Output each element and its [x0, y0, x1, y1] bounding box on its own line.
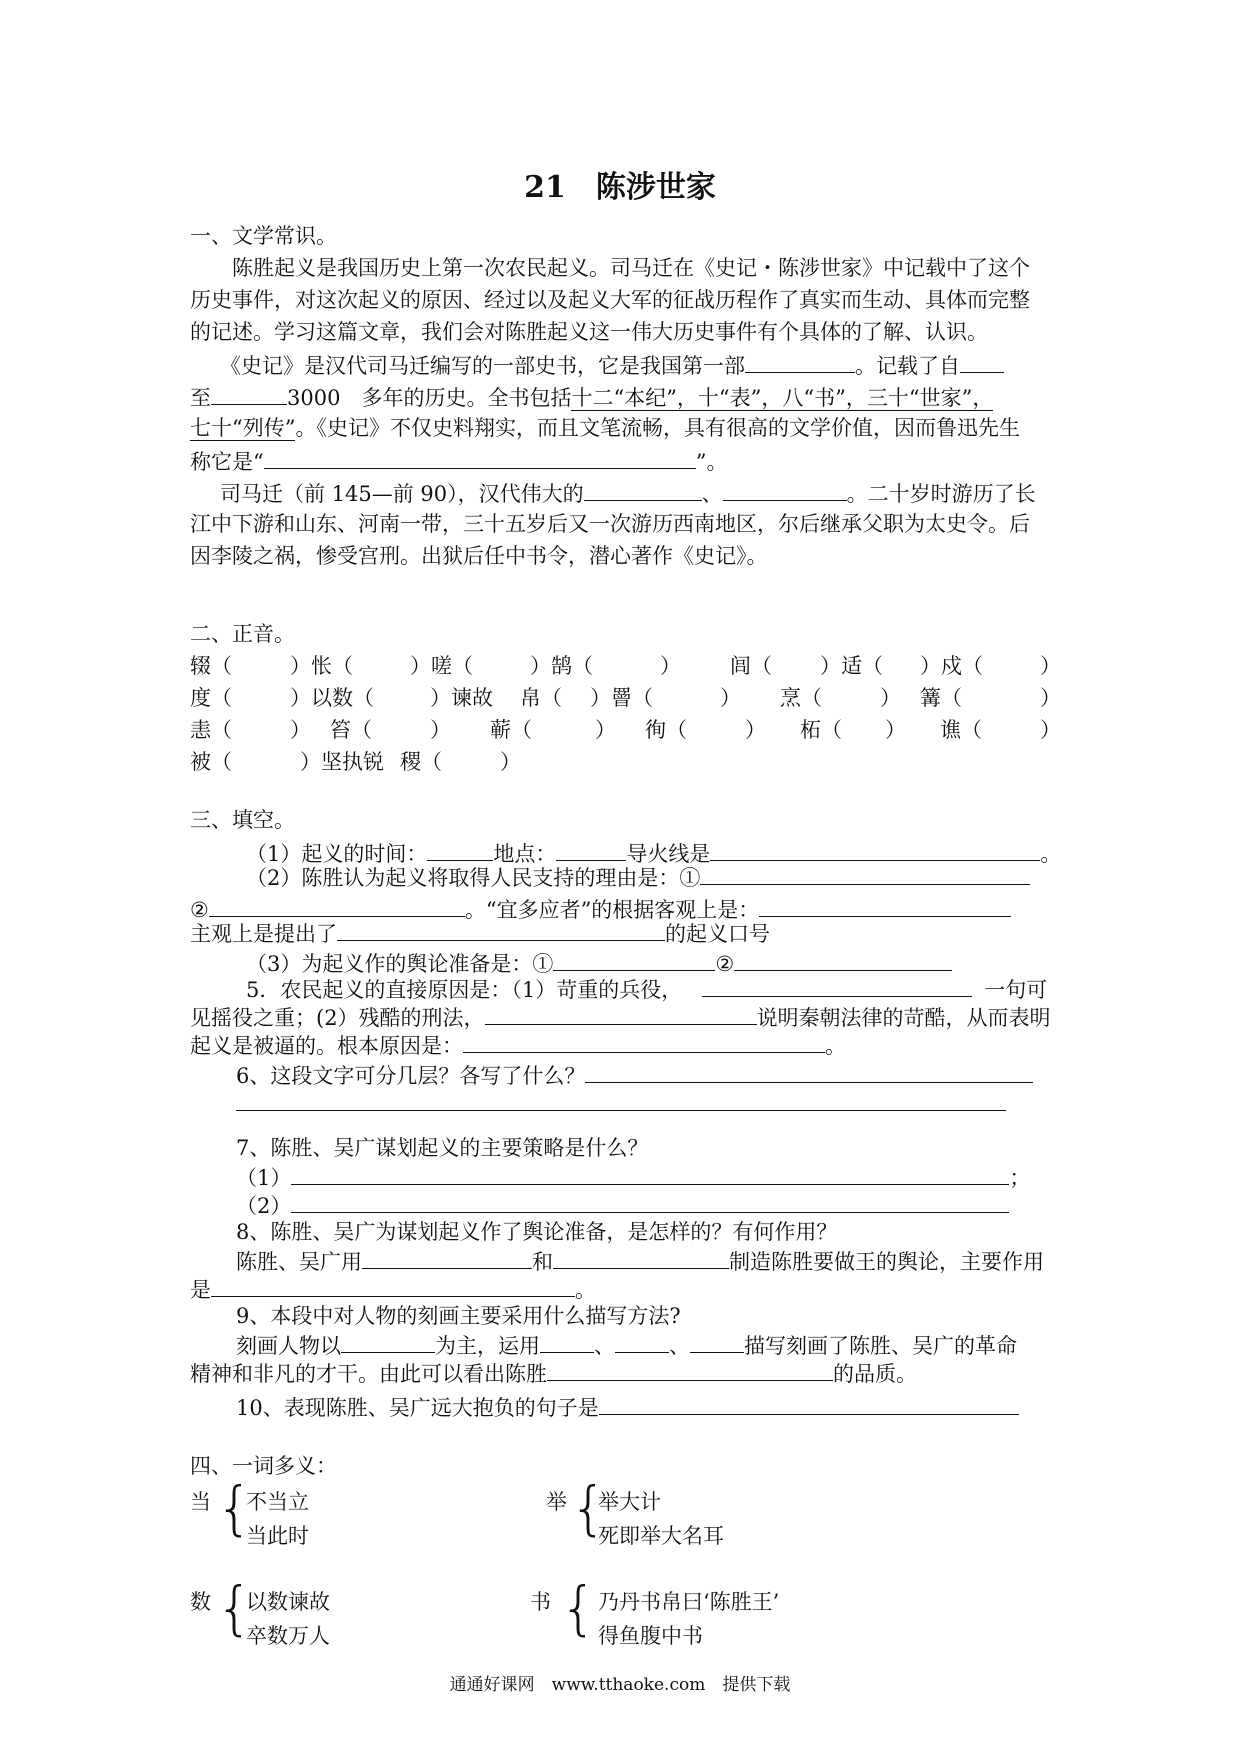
text: 5．农民起义的直接原因是：（1）苛重的兵役，: [246, 978, 683, 1002]
polysemy-word: 当: [190, 1490, 211, 1514]
pron-item: 笞（: [330, 718, 372, 742]
blank-q8-method-2[interactable]: [553, 1246, 729, 1269]
pron-item: ）鹄（: [530, 654, 593, 678]
section-4-heading: 四、一词多义：: [190, 1454, 337, 1478]
pron-item: ）适（: [820, 654, 883, 678]
text: 的起义口号: [665, 922, 770, 946]
brace-icon: {: [216, 1574, 253, 1642]
blank-q10-answer[interactable]: [599, 1392, 1019, 1415]
footer-text: 通通好课网 www.tthaoke.com 提供下载: [449, 1675, 791, 1695]
q9-answer-line1: [236, 1330, 1017, 1360]
pron-item: 烹（: [780, 686, 822, 710]
blank-opinion-2[interactable]: [734, 948, 952, 971]
s1-p3-line1: [220, 478, 1036, 508]
q9-answer-line2: [190, 1358, 917, 1388]
section-3-heading: 三、填空。: [190, 808, 295, 832]
blank-sima-role-1[interactable]: [584, 478, 702, 501]
q8-answer-line1: [236, 1246, 1044, 1276]
pron-item: ）戍（: [920, 654, 983, 678]
text: 司马迁（前 145—前 90），汉代伟大的: [220, 482, 584, 506]
pron-item: ）: [660, 654, 681, 678]
q5-line2: [190, 1002, 1051, 1032]
text: 和: [532, 1250, 553, 1274]
blank-reason-2[interactable]: [209, 894, 465, 917]
underlined-text: 十二“本纪”，十“表”，八“书”，三十“世家”，: [571, 386, 994, 410]
pron-item: ）: [885, 718, 906, 742]
underlined-text: 七十“列传”: [190, 416, 296, 440]
blank-q7-answer-2[interactable]: [291, 1190, 1009, 1213]
brace-icon: {: [216, 1474, 253, 1542]
text: 。: [825, 1034, 846, 1058]
pron-item: ）: [500, 750, 521, 774]
text: 精神和非凡的才干。由此可以看出陈胜: [190, 1362, 547, 1386]
text: 的品质。: [833, 1362, 917, 1386]
text: ；: [1009, 1166, 1031, 1190]
text: 。二十岁时游历了长: [846, 482, 1036, 506]
text: 、: [669, 1334, 690, 1358]
blank-q7-answer-1[interactable]: [291, 1162, 1009, 1185]
pron-item: ）: [290, 718, 311, 742]
text: 为主，运用: [435, 1334, 540, 1358]
pron-item: 辍（: [190, 654, 232, 678]
text: 。《史记》不仅史料翔实，而且文笔流畅，具有很高的文学价值，因而鲁迅先生: [295, 416, 1020, 440]
blank-objective-basis[interactable]: [759, 894, 1011, 917]
text: 6、这段文字可分几层？各写了什么？: [236, 1064, 586, 1088]
text: 。: [575, 1278, 596, 1302]
q8-answer-line2: [190, 1274, 596, 1304]
text: ”。: [695, 450, 728, 474]
q8-line: 8、陈胜、吴广为谋划起义作了舆论准备，是怎样的？有何作用？: [236, 1220, 838, 1244]
text: （2）: [236, 1194, 292, 1218]
polysemy-item: 卒数万人: [246, 1624, 330, 1648]
pron-item: ）: [1040, 718, 1061, 742]
pron-item: 谯（: [940, 718, 982, 742]
q6-line: [236, 1060, 1033, 1090]
brace-icon: {: [560, 1574, 597, 1642]
blank-slogan[interactable]: [337, 918, 665, 941]
text: 导火线是: [626, 842, 711, 866]
text: 。“宜多应者”的根据客观上是：: [464, 898, 760, 922]
polysemy-item: 不当立: [246, 1490, 309, 1514]
pron-item: ）坚执锐: [300, 750, 384, 774]
s1-p1-line3: 的记述。学习这篇文章，我们会对陈胜起义这一伟大历史事件有个具体的了解、认识。: [190, 320, 988, 344]
q7-answer-1: [236, 1162, 1030, 1192]
blank-q8-effect[interactable]: [211, 1274, 575, 1297]
q5-line1: [246, 974, 1047, 1004]
blank-time[interactable]: [427, 838, 493, 861]
s1-p1-line1: 陈胜起义是我国历史上第一次农民起义。司马迁在《史记・陈涉世家》中记载中了这个: [232, 256, 1030, 280]
pron-item: 闾（: [730, 654, 772, 678]
blank-harsh-law[interactable]: [485, 1002, 757, 1025]
blank-root-cause[interactable]: [463, 1030, 825, 1053]
polysemy-word: 数: [190, 1590, 211, 1614]
pron-item: ）怅（: [290, 654, 353, 678]
text: 见摇役之重；(2）残酷的刑法，: [190, 1006, 485, 1030]
text: 起义是被逼的。根本原因是：: [190, 1034, 463, 1058]
q2-line3: [190, 918, 770, 948]
polysemy-item: 乃丹书帛曰‘陈胜王’: [598, 1590, 780, 1614]
text: 《史记》是汉代司马迁编写的一部史书，它是我国第一部: [220, 354, 745, 378]
q7-line: 7、陈胜、吴广谋划起义的主要策略是什么？: [236, 1136, 649, 1160]
blank-q9-method-1[interactable]: [540, 1330, 594, 1353]
text: （1）: [236, 1166, 292, 1190]
q2-line1: [246, 862, 1030, 892]
text: 刻画人物以: [236, 1334, 341, 1358]
pron-item: ）: [745, 718, 766, 742]
blank-place[interactable]: [556, 838, 626, 861]
blank-q6-answer-1[interactable]: [585, 1060, 1033, 1083]
text: ②: [715, 952, 735, 976]
text: 、: [701, 482, 723, 506]
text: （2）陈胜认为起义将取得人民支持的理由是：①: [246, 866, 701, 890]
polysemy-item: 死即举大名耳: [598, 1524, 724, 1548]
pron-item: ）: [595, 718, 616, 742]
text: （1）起义的时间：: [246, 842, 428, 866]
s1-p2-line3: [190, 414, 1020, 444]
blank-q8-method-1[interactable]: [362, 1246, 532, 1269]
text: 陈胜、吴广用: [236, 1250, 362, 1274]
blank-q9-method-2[interactable]: [615, 1330, 669, 1353]
pron-item: 度（: [190, 686, 232, 710]
pron-item: 徇（: [645, 718, 687, 742]
blank-military-service[interactable]: [702, 974, 972, 997]
blank-q6-answer-2[interactable]: [236, 1088, 1006, 1111]
page-title: 21 陈涉世家: [524, 170, 716, 205]
pron-item: ）: [720, 686, 741, 710]
blank-lu-xun-quote[interactable]: [264, 446, 696, 469]
pron-item: 帛（: [520, 686, 562, 710]
pron-item: 被（: [190, 750, 232, 774]
blank-to[interactable]: [211, 382, 287, 405]
q9-line: 9、本段中对人物的刻画主要采用什么描写方法?: [236, 1304, 681, 1328]
pron-item: 恚（: [190, 718, 232, 742]
text: 描写刻画了陈胜、吴广的革命: [744, 1334, 1017, 1358]
blank-opinion-1[interactable]: [553, 948, 715, 971]
s1-p2-line1: [220, 350, 1004, 380]
pron-item: 蕲（: [490, 718, 532, 742]
pron-item: ）罾（: [590, 686, 653, 710]
s1-p3-line3: 因李陵之祸，惨受宫刑。出狱后任中书令，潜心著作《史记》。: [190, 544, 768, 568]
s1-p2-line4: [190, 446, 728, 476]
blank-first-book[interactable]: [745, 350, 855, 373]
polysemy-word: 举: [546, 1490, 567, 1514]
polysemy-word: 书: [530, 1590, 551, 1614]
text: 一句可: [984, 978, 1048, 1002]
pron-item: ）嗟（: [410, 654, 473, 678]
text: 制造陈胜要做王的舆论，主要作用: [729, 1250, 1044, 1274]
pron-item: ）: [1040, 686, 1061, 710]
polysemy-item: 当此时: [246, 1524, 309, 1548]
blank-trigger[interactable]: [710, 838, 1040, 861]
q10-line: [236, 1392, 1019, 1422]
pron-item: ）: [1040, 654, 1061, 678]
q5-line3: [190, 1030, 846, 1060]
s1-p1-line2: 历史事件，对这次起义的原因、经过以及起义大军的征战历程作了真实而生动、具体而完整: [190, 288, 1030, 312]
text: 。: [1040, 842, 1062, 866]
pron-item: ）以数（: [290, 686, 374, 710]
q6-answer-line: [236, 1088, 1006, 1118]
text: 说明秦朝法律的苛酷，从而表明: [756, 1006, 1051, 1030]
pron-item: 篝（: [920, 686, 962, 710]
blank-q9-method-3[interactable]: [690, 1330, 744, 1353]
pron-item: ）谏故: [430, 686, 493, 710]
text: 10、表现陈胜、吴广远大抱负的句子是: [236, 1396, 599, 1420]
blank-reason-1[interactable]: [700, 862, 1030, 885]
blank-from[interactable]: [960, 350, 1004, 373]
s1-p2-line2: [190, 382, 993, 412]
polysemy-item: 举大计: [598, 1490, 661, 1514]
pron-item: 稷（: [400, 750, 442, 774]
blank-sima-role-2[interactable]: [723, 478, 847, 501]
polysemy-item: 以数谏故: [246, 1590, 330, 1614]
section-1-heading: 一、文学常识。: [190, 224, 337, 248]
brace-icon: {: [570, 1474, 607, 1542]
pron-item: ）: [880, 686, 901, 710]
text: （3）为起义作的舆论准备是：①: [246, 952, 554, 976]
q7-answer-2: [236, 1190, 1009, 1220]
s1-p3-line2: 江中下游和山东、河南一带，三十五岁后又一次游历西南地区，尔后继承父职为太史令。后: [190, 512, 1030, 536]
polysemy-item: 得鱼腹中书: [598, 1624, 703, 1648]
text: 地点：: [493, 842, 557, 866]
section-2-heading: 二、正音。: [190, 622, 295, 646]
text: 主观上是提出了: [190, 922, 337, 946]
text: ②: [190, 898, 209, 922]
blank-q9-main[interactable]: [341, 1330, 435, 1353]
pron-item: 柘（: [800, 718, 842, 742]
text: 称它是“: [190, 450, 264, 474]
text: 。记载了自: [855, 354, 960, 378]
pron-item: ）: [430, 718, 451, 742]
text: 是: [190, 1278, 211, 1302]
text: 、: [594, 1334, 615, 1358]
text: 至: [190, 386, 211, 410]
text: 3000 多年的历史。全书包括: [287, 386, 572, 410]
blank-q9-quality[interactable]: [547, 1358, 833, 1381]
